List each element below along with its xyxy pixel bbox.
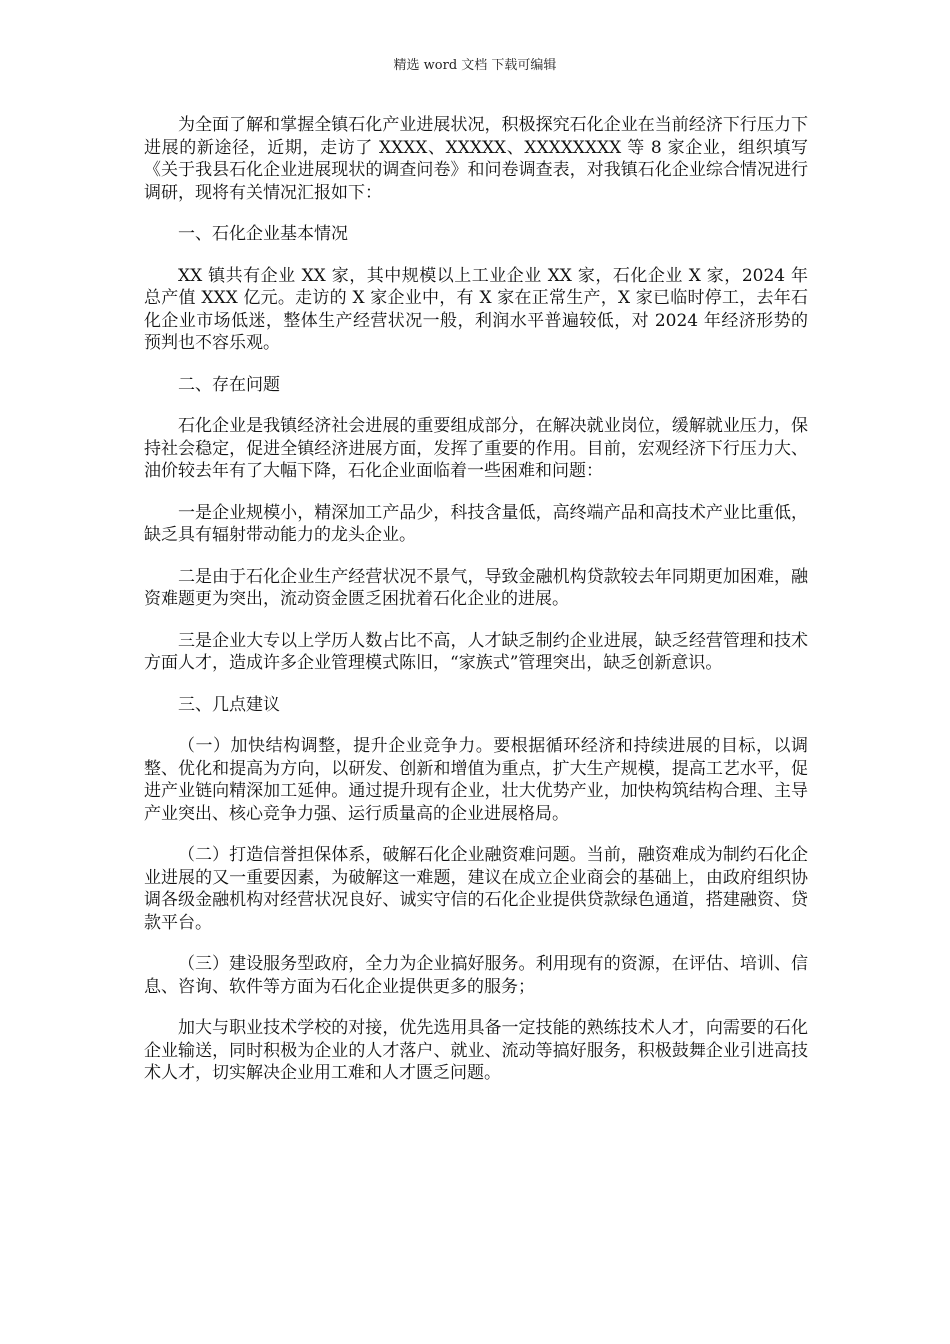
intro-paragraph: 为全面了解和掌握全镇石化产业进展状况，积极探究石化企业在当前经济下行压力下进展的新途径，近期，走访了 XXXX、XXXXX、XXXXXXXX 等 8 家企业，组织填写《关于我县石化企业进展现状的调查问卷》和问卷调查表，对我镇石化企业综合情况进行调研，现将有关情况汇报如下： bbox=[144, 115, 808, 203]
basic-situation-paragraph: XX 镇共有企业 XX 家，其中规模以上工业企业 XX 家，石化企业 X 家，2024 年总产值 XXX 亿元。走访的 X 家企业中，有 X 家在正常生产，X 家已临时停工，去年石化企业市场低迷，整体生产经营状况一般，利润水平普遍较低，对 2024 年经济形势的预判也不容乐观。 bbox=[144, 265, 808, 353]
suggestion-paragraph-1: （一）加快结构调整，提升企业竞争力。要根据循环经济和持续进展的目标，以调整、优化和提高为方向，以研发、创新和增值为重点，扩大生产规模，提高工艺水平，促进产业链向精深加工延伸。通过提升现有企业，壮大优势产业，加快构筑结构合理、主导产业突出、核心竞争力强、运行质量高的企业进展格局。 bbox=[144, 736, 808, 824]
suggestion-paragraph-2: （二）打造信誉担保体系，破解石化企业融资难问题。当前，融资难成为制约石化企业进展的又一重要因素，为破解这一难题，建议在成立企业商会的基础上，由政府组织协调各级金融机构对经营状况良好、诚实守信的石化企业提供贷款绿色通道，搭建融资、贷款平台。 bbox=[144, 845, 808, 933]
suggestion-paragraph-4: 加大与职业技术学校的对接，优先选用具备一定技能的熟练技术人才，向需要的石化企业输送，同时积极为企业的人才落户、就业、流动等搞好服务，积极鼓舞企业引进高技术人才，切实解决企业用工难和人才匮乏问题。 bbox=[144, 1018, 808, 1083]
page-header: 精选 word 文档 下载可编辑 bbox=[393, 58, 557, 73]
problems-paragraph-1: 一是企业规模小，精深加工产品少，科技含量低，高终端产品和高技术产业比重低，缺乏具有辐射带动能力的龙头企业。 bbox=[144, 502, 808, 545]
section-heading-suggestions: 三、几点建议 bbox=[178, 694, 280, 715]
section-heading-problems: 二、存在问题 bbox=[178, 374, 280, 395]
document-body bbox=[144, 114, 808, 1104]
suggestion-paragraph-3: （三）建设服务型政府，全力为企业搞好服务。利用现有的资源，在评估、培训、信息、咨询、软件等方面为石化企业提供更多的服务； bbox=[144, 954, 808, 997]
problems-paragraph-3: 三是企业大专以上学历人数占比不高，人才缺乏制约企业进展，缺乏经营管理和技术方面人才，造成许多企业管理模式陈旧，“家族式”管理突出，缺乏创新意识。 bbox=[144, 630, 808, 673]
problems-paragraph-2: 二是由于石化企业生产经营状况不景气，导致金融机构贷款较去年同期更加困难，融资难题更为突出，流动资金匮乏困扰着石化企业的进展。 bbox=[144, 566, 808, 609]
problems-paragraph-intro: 石化企业是我镇经济社会进展的重要组成部分，在解决就业岗位，缓解就业压力，保持社会稳定，促进全镇经济进展方面，发挥了重要的作用。目前，宏观经济下行压力大、油价较去年有了大幅下降，石化企业面临着一些困难和问题： bbox=[144, 416, 808, 481]
section-heading-basic-situation: 一、石化企业基本情况 bbox=[178, 224, 348, 244]
